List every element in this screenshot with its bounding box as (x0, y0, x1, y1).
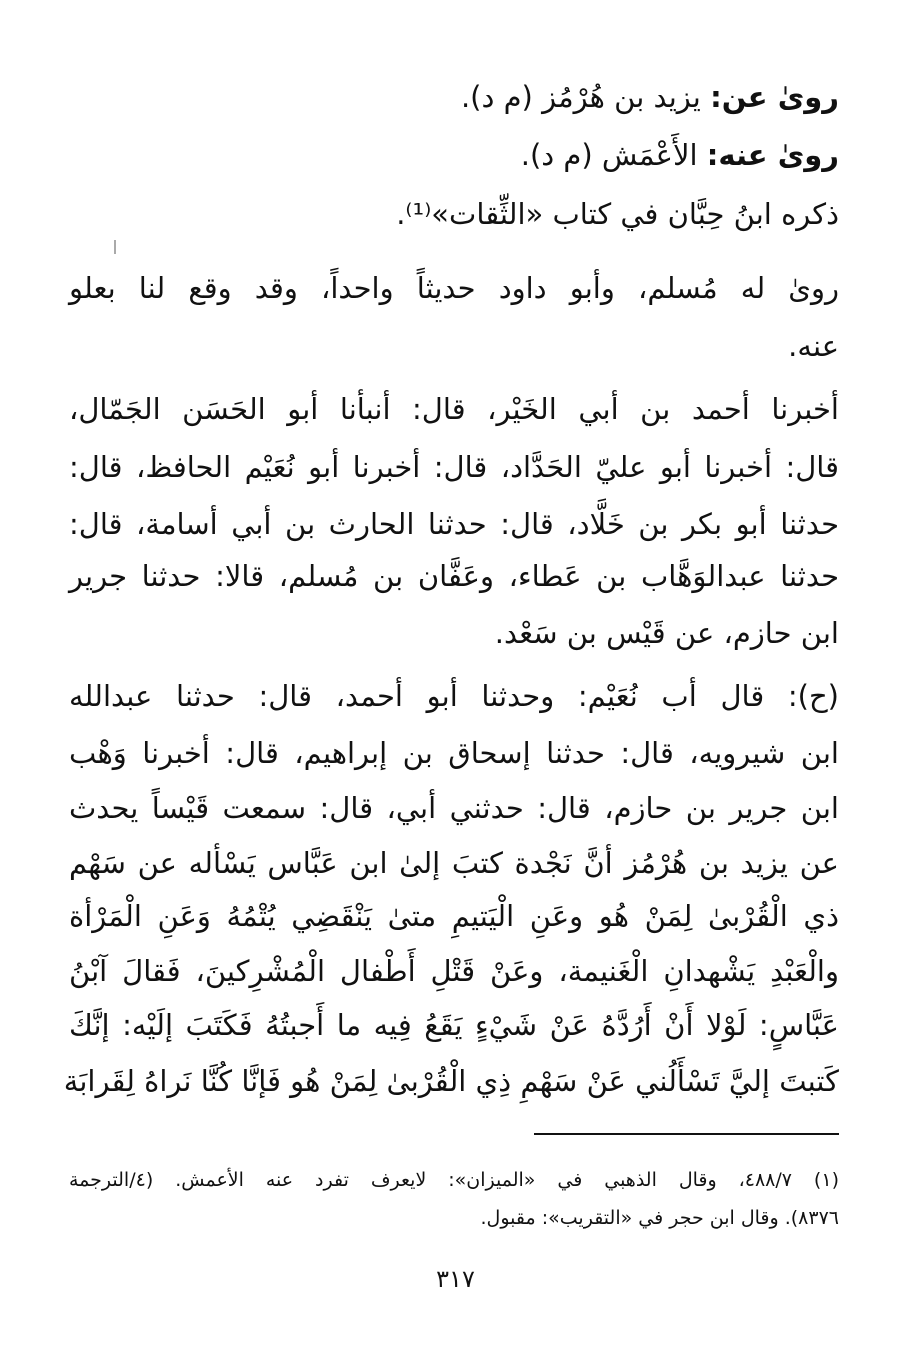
text-line: والْعَبْدِ يَشْهدانِ الْغَنيمة، وعَنْ قَتْلِ أَطْفال الْمُشْرِكينَ، فَقالَ آبْنُ (69, 954, 839, 988)
text-line: أخبرنا أحمد بن أبي الخَيْر، قال: أنبأنا أبو الحَسَن الجَمّال، (69, 392, 839, 426)
narrated-from-line (69, 74, 839, 120)
narrated-by-text: الأَعْمَش (م د). (520, 138, 707, 172)
narrated-from-label: روىٰ عن: (710, 80, 839, 114)
text-line: عنه. (788, 329, 839, 363)
page-number: ٣١٧ (436, 1265, 475, 1293)
text-line: ابن شيرويه، قال: حدثنا إسحاق بن إبراهيم، قال: أخبرنا وَهْب (69, 736, 839, 770)
text-line: روىٰ له مُسلم، وأبو داود حديثاً واحداً، وقد وقع لنا بعلو (69, 271, 839, 305)
text-line: ابن جرير بن حازم، قال: حدثني أبي، قال: سمعت قَيْساً يحدث (69, 791, 839, 825)
narrated-by-label: روىٰ عنه: (706, 138, 839, 172)
text-line: قال: أخبرنا أبو عليّ الحَدَّاد، قال: أخبرنا أبو نُعَيْم الحافظ، قال: (69, 450, 839, 484)
text-line: ابن حازم، عن قَيْس بن سَعْد. (494, 616, 839, 650)
footnote-separator (534, 1133, 839, 1135)
narrated-by-line (69, 132, 839, 178)
narrated-from-text: يزيد بن هُرْمُز (م د). (460, 80, 711, 114)
text-line: كَتبتَ إليَّ تَسْأَلُني عَنْ سَهْمِ ذِي الْقُرْبىٰ لِمَنْ هُو فَإنَّا كُنَّا نَراهُ لِقَرابَة (63, 1064, 839, 1098)
footnote-line: (١) ٤٨٨/٧، وقال الذهبي في «الميزان»: لايعرف تفرد عنه الأعمش. (٤/الترجمة (69, 1169, 839, 1191)
footnote-line: ٨٣٧٦). وقال ابن حجر في «التقريب»: مقبول. (480, 1207, 839, 1229)
text-line: حدثنا أبو بكر بن خَلَّاد، قال: حدثنا الحارث بن أبي أسامة، قال: (69, 507, 839, 541)
text-line: ذكره ابنُ حِبَّان في كتاب «الثِّقات»⁽¹⁾. (396, 197, 839, 231)
text-line: عن يزيد بن هُرْمُز أنَّ نَجْدة كتبَ إلىٰ ابن عَبَّاس يَسْأله عن سَهْم (69, 846, 839, 880)
text-line: حدثنا عبدالوَهَّاب بن عَطاء، وعَفَّان بن مُسلم، قالا: حدثنا جرير (69, 559, 839, 593)
text-line: (ح): قال أب نُعَيْم: وحدثنا أبو أحمد، قال: حدثنا عبدالله (69, 679, 839, 713)
text-line: عَبَّاسٍ: لَوْلا أَنْ أَرُدَّهُ عَنْ شَيْءٍ يَقَعُ فِيه ما أَجبتُهُ فَكَتَبَ إلَيْه: إنَّكَ (69, 1008, 839, 1042)
text-line: ذي الْقُرْبىٰ لِمَنْ هُو وعَنِ الْيَتيمِ متىٰ يَنْقَضِي يُتْمُهُ وَعَنِ الْمَرْأة (69, 899, 839, 933)
margin-mark (114, 240, 116, 254)
